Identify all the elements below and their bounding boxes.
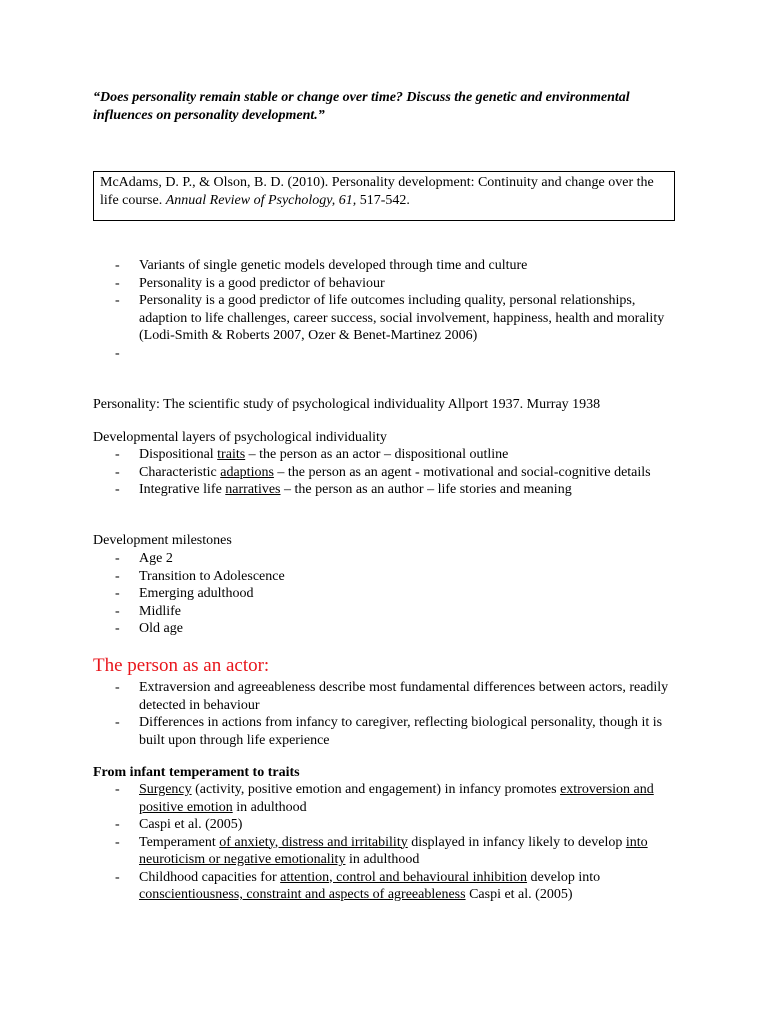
dash-bullet: - [115, 586, 120, 601]
reference-journal: Annual Review of Psychology, 61, [165, 192, 357, 208]
dash-bullet: - [115, 621, 120, 636]
list-item: - Midlife [115, 603, 181, 619]
list-item: - Childhood capacities for attention, control and behavioural inhibition develop into conscientiousness, constraint and aspects of agreeableness Caspi et al. (2005) [115, 869, 601, 902]
list-item: - Caspi et al. (2005) [115, 817, 243, 832]
dash-bullet: - [115, 447, 120, 462]
list-item: - Personality is a good predictor of behaviour [115, 275, 385, 291]
reference-authors: McAdams, D. P., & Olson, B. D. (2010). Personality development: Continuity and change over the life course. [100, 175, 654, 208]
list-item: - Age 2 [115, 551, 173, 566]
list-item: - Old age [115, 621, 183, 636]
list-item: - Characteristic adaptions – the person as an agent - motivational and social-cognitive details [115, 464, 651, 480]
personality-definition: Personality: The scientific study of psychological individuality Allport 1937. Murray 1938 [93, 397, 601, 412]
list-item: - Emerging adulthood [115, 586, 254, 601]
dash-bullet: - [115, 345, 120, 361]
dash-bullet: - [115, 817, 120, 832]
actor-list [93, 679, 683, 749]
dash-bullet: - [115, 869, 120, 885]
milestones-list [93, 550, 683, 638]
list-item: - Extraversion and agreeableness describe most fundamental differences between actors, readily detected in behaviour [115, 680, 669, 713]
dash-bullet: - [115, 551, 120, 566]
list-item: - Integrative life narratives – the person as an author – life stories and meaning [115, 482, 572, 497]
temperament-heading: From infant temperament to traits [93, 765, 300, 780]
layers-list [93, 446, 683, 499]
temperament-list [93, 781, 683, 904]
dash-bullet: - [115, 834, 120, 850]
dash-bullet: - [115, 680, 120, 695]
list-item: - Dispositional traits – the person as an actor – dispositional outline [115, 447, 509, 462]
reference-pages: 517-542. [356, 192, 410, 208]
dash-bullet: - [115, 275, 120, 291]
reference-box [93, 171, 675, 221]
dash-bullet: - [115, 293, 120, 308]
list-item: - Personality is a good predictor of life outcomes including quality, personal relationships, adaption to life challenges, career success, social involvement, happiness, health and morality (Lodi-Smith & Roberts 2007, Ozer & Benet-Martinez 2006) [115, 293, 665, 343]
essay-question: “Does personality remain stable or change over time? Discuss the genetic and environmental influences on personality development.” [93, 90, 630, 123]
actor-heading: The person as an actor: [93, 655, 270, 676]
layers-heading: Developmental layers of psychological individuality [93, 430, 387, 445]
list-item: - Temperament of anxiety, distress and irritability displayed in infancy likely to develop into neuroticism or negative emotionality in adulthood [115, 834, 648, 867]
milestones-heading: Development milestones [93, 533, 232, 548]
dash-bullet: - [115, 603, 120, 619]
list-item: - Differences in actions from infancy to caregiver, reflecting biological personality, though it is built upon through life experience [115, 715, 663, 748]
dash-bullet: - [115, 715, 120, 730]
list-item: - Transition to Adolescence [115, 568, 285, 584]
dash-bullet: - [115, 464, 120, 480]
dash-bullet: - [115, 258, 120, 273]
dash-bullet: - [115, 568, 120, 584]
list-item: - Surgency (activity, positive emotion and engagement) in infancy promotes extroversion and positive emotion in adulthood [115, 782, 654, 815]
dash-bullet: - [115, 482, 120, 497]
dash-bullet: - [115, 782, 120, 797]
intro-list [93, 257, 683, 362]
list-item [93, 345, 683, 363]
list-item: - Variants of single genetic models developed through time and culture [115, 258, 528, 273]
